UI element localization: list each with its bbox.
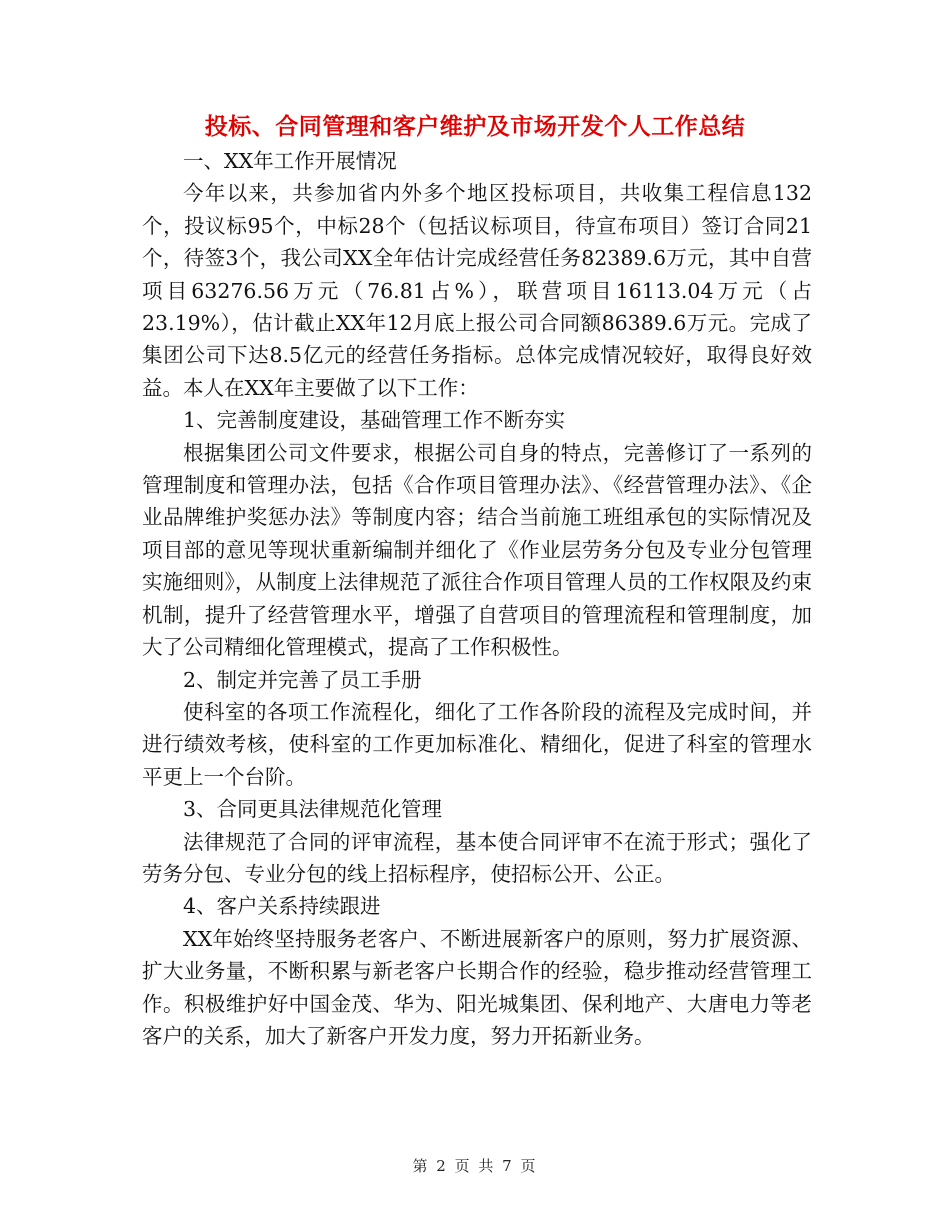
paragraph: 使科室的各项工作流程化，细化了工作各阶段的流程及完成时间，并进行绩效考核，使科室的工作更加标准化、精细化，促进了科室的管理水平更上一个台阶。: [142, 699, 812, 789]
subsection-heading: 3、合同更具法律规范化管理: [183, 797, 443, 822]
section-heading: 一、XX年工作开展情况: [183, 149, 397, 173]
paragraph: 根据集团公司文件要求，根据公司自身的特点，完善修订了一系列的管理制度和管理办法，包括《合作项目管理办法》、《经营管理办法》、《企业品牌维护奖惩办法》等制度内容；结合当前施工班组承包的实际情况及项目部的意见等现状重新编制并细化了《作业层劳务分包及专业分包管理实施细则》，从制度上法律规范了派往合作项目管理人员的工作权限及约束机制，提升了经营管理水平，增强了自营项目的管理流程和管理制度，加大了公司精细化管理模式，提高了工作积极性。: [142, 440, 812, 660]
paragraph: XX年始终坚持服务老客户、不断进展新客户的原则，努力扩展资源、扩大业务量，不断积累与新老客户长期合作的经验，稳步推动经营管理工作。积极维护好中国金茂、华为、阳光城集团、保利地产、大唐电力等老客户的关系，加大了新客户开发力度，努力开拓新业务。: [142, 926, 812, 1048]
subsection-heading: 2、制定并完善了员工手册: [183, 667, 422, 692]
paragraph: 今年以来，共参加省内外多个地区投标项目，共收集工程信息132个，投议标95个，中标28个（包括议标项目，待宣布项目）签订合同21个，待签3个，我公司XX全年估计完成经营任务82389.6万元，其中自营项目63276.56万元（76.81占%），联营项目16113.04万元（占23.19%），估计截止XX年12月底上报公司合同额86389.6万元。完成了集团公司下达8.5亿元的经营任务指标。总体完成情况较好，取得良好效益。本人在XX年主要做了以下工作：: [142, 181, 812, 400]
subsection-heading: 1、完善制度建设，基础管理工作不断夯实: [183, 408, 566, 433]
document-title: 投标、合同管理和客户维护及市场开发个人工作总结: [204, 113, 746, 140]
paragraph: 法律规范了合同的评审流程，基本使合同评审不在流于形式；强化了劳务分包、专业分包的线上招标程序，使招标公开、公正。: [142, 829, 812, 886]
subsection-heading: 4、客户关系持续跟进: [183, 894, 381, 919]
document-body: [142, 145, 812, 1052]
page-footer: 第 2 页 共 7 页: [412, 1157, 538, 1175]
